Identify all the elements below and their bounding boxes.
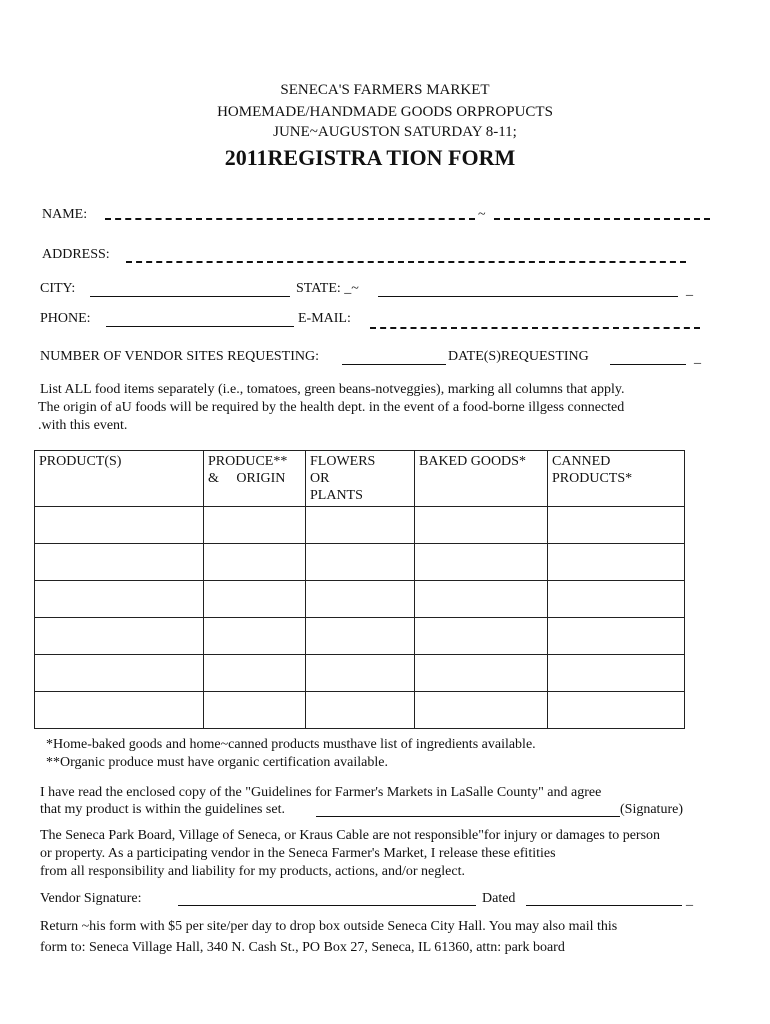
- phone-label: PHONE:: [40, 311, 91, 326]
- dates-requesting-field[interactable]: [610, 364, 686, 365]
- flowers-cell[interactable]: [306, 655, 415, 692]
- name-field[interactable]: [105, 218, 475, 220]
- product-cell[interactable]: [35, 544, 204, 581]
- table-row: [35, 655, 685, 692]
- market-name: SENECA'S FARMERS MARKET: [280, 82, 490, 98]
- form-title: 2011REGISTRA TION FORM: [224, 145, 516, 170]
- email-field[interactable]: [370, 327, 700, 329]
- city-field[interactable]: [90, 296, 290, 297]
- agreement-line-2: that my product is within the guidelines set.: [40, 802, 285, 817]
- table-row: [35, 581, 685, 618]
- product-cell[interactable]: [35, 618, 204, 655]
- header-canned: CANNED PRODUCTS*: [548, 451, 685, 507]
- dates-requesting-label: DATE(S)REQUESTING: [448, 349, 589, 364]
- canned-cell[interactable]: [548, 692, 685, 729]
- vendor-signature-field[interactable]: [178, 905, 476, 906]
- signature-label: (Signature): [620, 802, 683, 817]
- produce-cell[interactable]: [204, 618, 306, 655]
- liability-line-2: or property. As a participating vendor in the Seneca Farmer's Market, I release these efitities: [40, 846, 556, 861]
- liability-line-1: The Seneca Park Board, Village of Seneca, or Kraus Cable are not responsible"for injury or damages to person: [40, 828, 661, 843]
- instructions-line-1: List ALL food items separately (i.e., tomatoes, green beans-notveggies), marking all columns that apply.: [40, 382, 625, 397]
- name-field-continued[interactable]: [494, 218, 710, 220]
- product-cell[interactable]: [35, 581, 204, 618]
- dates-trailing-mark: _: [694, 351, 701, 366]
- baked-cell[interactable]: [415, 544, 548, 581]
- baked-cell[interactable]: [415, 655, 548, 692]
- email-label: E-MAIL:: [298, 311, 351, 326]
- dated-trailing-mark: _: [686, 893, 693, 908]
- agreement-line-1: I have read the enclosed copy of the "Guidelines for Farmer's Markets in LaSalle County" and agree: [40, 785, 602, 800]
- produce-cell[interactable]: [204, 581, 306, 618]
- state-field[interactable]: [378, 296, 678, 297]
- canned-cell[interactable]: [548, 507, 685, 544]
- dates-subtitle: JUNE~AUGUSTON SATURDAY 8-11;: [273, 124, 517, 140]
- address-label: ADDRESS:: [42, 247, 110, 262]
- note-organic: **Organic produce must have organic certification available.: [46, 755, 388, 770]
- phone-field[interactable]: [106, 326, 294, 327]
- table-row: [35, 544, 685, 581]
- canned-cell[interactable]: [548, 618, 685, 655]
- city-label: CITY:: [40, 281, 76, 296]
- return-line-2: form to: Seneca Village Hall, 340 N. Cash St., PO Box 27, Seneca, IL 61360, attn: park board: [40, 940, 565, 955]
- note-baked-canned: *Home-baked goods and home~canned products musthave list of ingredients available.: [46, 737, 536, 752]
- baked-cell[interactable]: [415, 618, 548, 655]
- product-cell[interactable]: [35, 692, 204, 729]
- vendor-sites-label: NUMBER OF VENDOR SITES REQUESTING:: [40, 349, 319, 364]
- liability-line-3: from all responsibility and liability for my products, actions, and/or neglect.: [40, 864, 465, 879]
- instructions-line-3: .with this event.: [38, 418, 128, 433]
- header-produce: PRODUCE** & ORIGIN: [204, 451, 306, 507]
- products-table: [34, 450, 685, 729]
- produce-cell[interactable]: [204, 655, 306, 692]
- flowers-cell[interactable]: [306, 581, 415, 618]
- name-tilde: ~: [478, 207, 486, 222]
- instructions-line-2: The origin of aU foods will be required by the health dept. in the event of a food-borne illgess connected: [38, 400, 625, 415]
- header-flowers: FLOWERS OR PLANTS: [306, 451, 415, 507]
- goods-subtitle: HOMEMADE/HANDMADE GOODS ORPROPUCTS: [217, 104, 553, 120]
- baked-cell[interactable]: [415, 692, 548, 729]
- baked-cell[interactable]: [415, 507, 548, 544]
- table-header-row: [35, 451, 685, 507]
- produce-cell[interactable]: [204, 507, 306, 544]
- address-field[interactable]: [126, 261, 686, 263]
- product-cell[interactable]: [35, 507, 204, 544]
- state-trailing-mark: _: [686, 283, 693, 298]
- flowers-cell[interactable]: [306, 692, 415, 729]
- canned-cell[interactable]: [548, 655, 685, 692]
- table-row: [35, 618, 685, 655]
- produce-cell[interactable]: [204, 692, 306, 729]
- agreement-signature-field[interactable]: [316, 816, 620, 817]
- baked-cell[interactable]: [415, 581, 548, 618]
- name-label: NAME:: [42, 207, 88, 222]
- vendor-signature-label: Vendor Signature:: [40, 891, 142, 906]
- canned-cell[interactable]: [548, 544, 685, 581]
- product-cell[interactable]: [35, 655, 204, 692]
- state-label: STATE: _~: [296, 281, 359, 296]
- table-row: [35, 507, 685, 544]
- dated-label: Dated: [482, 891, 516, 906]
- canned-cell[interactable]: [548, 581, 685, 618]
- flowers-cell[interactable]: [306, 544, 415, 581]
- dated-field[interactable]: [526, 905, 682, 906]
- produce-cell[interactable]: [204, 544, 306, 581]
- header-baked-goods: BAKED GOODS*: [415, 451, 548, 507]
- vendor-sites-field[interactable]: [342, 364, 446, 365]
- table-row: [35, 692, 685, 729]
- flowers-cell[interactable]: [306, 507, 415, 544]
- return-line-1: Return ~his form with $5 per site/per day to drop box outside Seneca City Hall. You may also mail this: [40, 919, 618, 934]
- header-products: PRODUCT(S): [35, 451, 204, 507]
- flowers-cell[interactable]: [306, 618, 415, 655]
